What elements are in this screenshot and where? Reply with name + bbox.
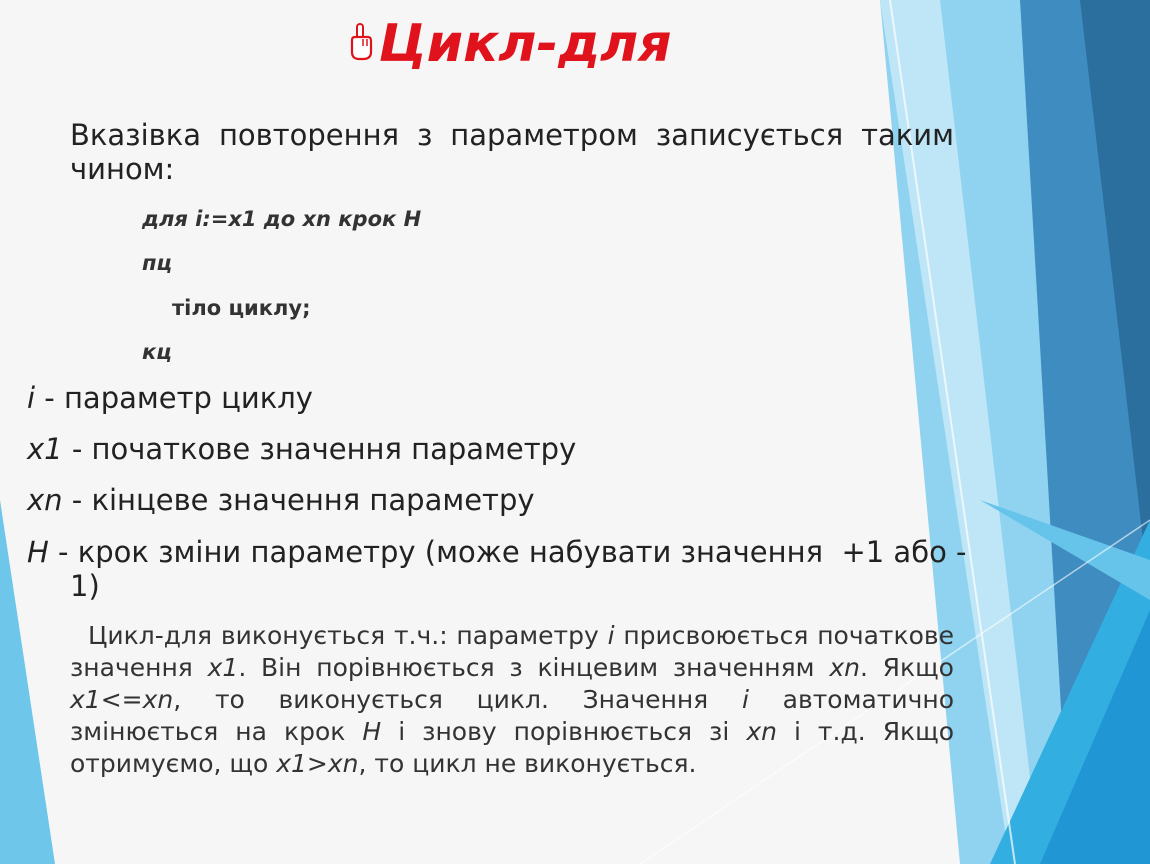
explanation-paragraph: [70, 620, 954, 780]
paragraph-text: . Він порівнюється з кінцевим значенням: [238, 653, 830, 682]
paragraph-term: x1: [207, 653, 239, 682]
paragraph-term: xn: [829, 653, 860, 682]
definition-item: [27, 381, 957, 415]
definition-item: [27, 432, 957, 466]
paragraph-term: H: [362, 717, 382, 746]
code-loop-body: тіло циклу;: [172, 296, 311, 320]
pointing-hand-icon: [348, 22, 374, 66]
code-loop-header: для i:=x1 до xn крок H: [142, 207, 422, 231]
slide-title-row: [0, 14, 1020, 74]
definition-term: xn: [27, 483, 63, 517]
paragraph-term: xn: [746, 717, 777, 746]
definition-text: - крок зміни параметру (може набувати значення +1 або -: [48, 535, 967, 569]
definition-continuation: 1): [70, 569, 100, 603]
definition-item: [27, 535, 967, 603]
paragraph-text: автоматично змінюється на крок: [70, 685, 954, 746]
paragraph-term: i: [741, 685, 749, 714]
paragraph-term: i: [607, 621, 615, 650]
definition-item: [27, 483, 957, 517]
paragraph-text: Цикл-для виконується т.ч.: параметру: [88, 621, 608, 650]
paragraph-term: x1>xn: [276, 749, 359, 778]
slide-title: Цикл-для: [378, 14, 672, 74]
paragraph-text: і т.д. Якщо отримуємо, що: [70, 717, 955, 778]
definition-text: - кінцеве значення параметру: [62, 483, 535, 517]
intro-text: Вказівка повторення з параметром записується таким чином:: [70, 118, 954, 186]
definition-text: - початкове значення параметру: [62, 432, 577, 466]
paragraph-text: , то виконується цикл. Значення: [173, 685, 742, 714]
definition-term: x1: [27, 432, 63, 466]
paragraph-text: , то цикл не виконується.: [358, 749, 697, 778]
paragraph-term: x1<=xn: [70, 685, 174, 714]
definition-term: H: [27, 535, 49, 569]
paragraph-text: . Якщо: [859, 653, 954, 682]
paragraph-text: і знову порівнюється зі: [381, 717, 747, 746]
code-loop-end: кц: [142, 340, 172, 364]
definition-term: i: [27, 381, 36, 415]
code-loop-begin: пц: [142, 251, 173, 275]
paragraph-text: присвоюється початкове значення: [70, 621, 955, 682]
definition-text: - параметр циклу: [35, 381, 313, 415]
